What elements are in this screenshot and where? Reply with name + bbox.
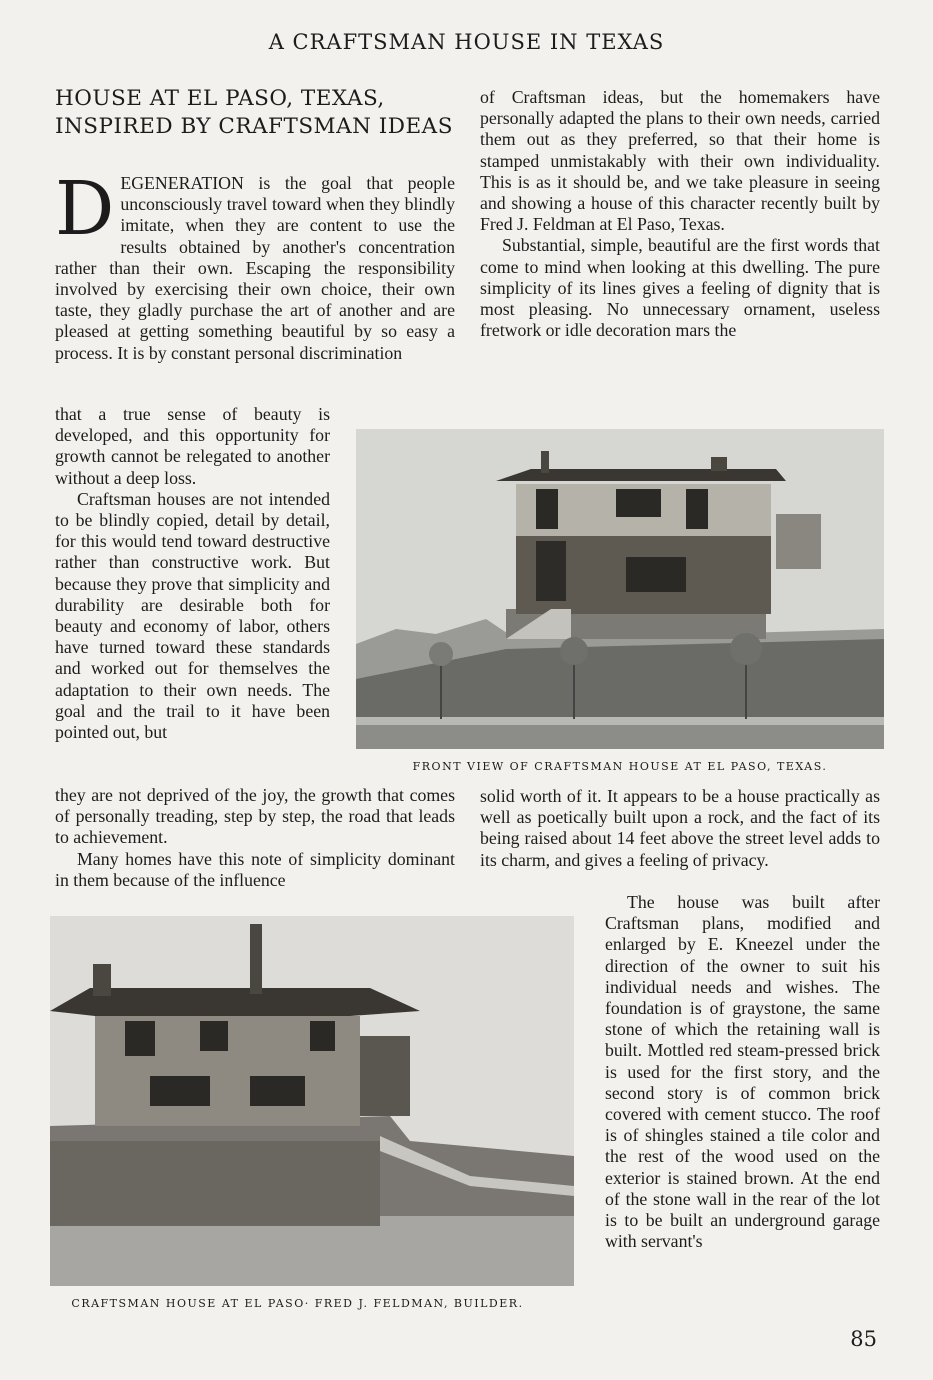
- paragraph-solid-worth: solid worth of it. It appears to be a house practically as well as poetically built upon a rock, and the fact of its being raised about 14 feet above the street level adds to its charm, and gives a feeling of privacy.: [480, 786, 880, 870]
- page-number: 85: [850, 1327, 877, 1351]
- article-title: HOUSE AT EL PASO, TEXAS, INSPIRED BY CRAFTSMAN IDEAS: [55, 86, 453, 139]
- paragraph-house-built: The house was built after Craftsman plans, modified and enlarged by E. Kneezel under the direction of the owner to suit his individual needs and wishes. The foundation is of graystone, the same stone of which the retaining wall is built. Mottled red steam-pressed brick is used for the first story, and the second story is of common brick covered with cement stucco. The roof is of shingles stained a tile color and the rest of the wood used on the exterior is stained brown. At the end of the stone wall in the rear of the lot is to be built an underground garage with servant's: [605, 892, 880, 1252]
- side-view-photo: [50, 916, 574, 1286]
- paragraph-craftsman-houses: Craftsman houses are not intended to be blindly copied, detail by detail, for this would tend toward destructive rather than constructive work. But because they prove that simplicity and durability are desirable both for beauty and economy of labor, others have turned toward these standards and worked out for themselves the adaptation to their own needs. The goal and the trail to it have been pointed out, but: [55, 488, 330, 743]
- opening-paragraph: [55, 166, 455, 364]
- left-column-top: [55, 166, 455, 364]
- drop-cap: D: [55, 166, 115, 252]
- paragraph-many-homes: Many homes have this note of simplicity dominant in them because of the influence: [55, 848, 455, 890]
- front-view-caption: FRONT VIEW OF CRAFTSMAN HOUSE AT EL PASO, TEXAS.: [412, 760, 828, 773]
- right-column-narrow: [605, 892, 880, 1252]
- opening-paragraph-continued: that a true sense of beauty is developed, and this opportunity for growth cannot be relegated to another without a deep loss.: [55, 404, 330, 488]
- right-column-middle: [480, 786, 880, 871]
- opening-paragraph-text: EGENERATION is the goal that people unconsciously travel toward when they blindly imitate, when they are content to use the results obtained by another's concentration rather than their own. Escaping the responsibility involved by exercising their own choice, their own taste, they gladly purchase the art of another and are pleased at getting something beautiful by so easy a process. It is by constant personal discrimination: [55, 173, 455, 363]
- paragraph-substantial: Substantial, simple, beautiful are the first words that come to mind when looking at this dwelling. The pure simplicity of its lines gives a feeling of dignity that is most pleasing. No unnecessary ornament, useless fretwork or idle decoration mars the: [480, 235, 880, 341]
- paragraph-craftsman-ideas: of Craftsman ideas, but the homemakers have personally adapted the plans to their own needs, carried them out as they preferred, so that their home is stamped unmistakably with their own individuality. This is as it should be, and we take pleasure in seeing and showing a house of this character recently built by Fred J. Feldman at El Paso, Texas.: [480, 87, 880, 235]
- left-column-narrow: [55, 404, 330, 743]
- left-column-bottom: [55, 785, 455, 891]
- right-column-top: [480, 87, 880, 341]
- side-view-caption: CRAFTSMAN HOUSE AT EL PASO· FRED J. FELDMAN, BUILDER.: [71, 1297, 524, 1310]
- paragraph-craftsman-houses-continued: they are not deprived of the joy, the growth that comes of personally treading, step by step, the road that leads to achievement.: [55, 785, 455, 848]
- front-view-photo: [356, 429, 884, 749]
- running-head: A CRAFTSMAN HOUSE IN TEXAS: [268, 30, 665, 54]
